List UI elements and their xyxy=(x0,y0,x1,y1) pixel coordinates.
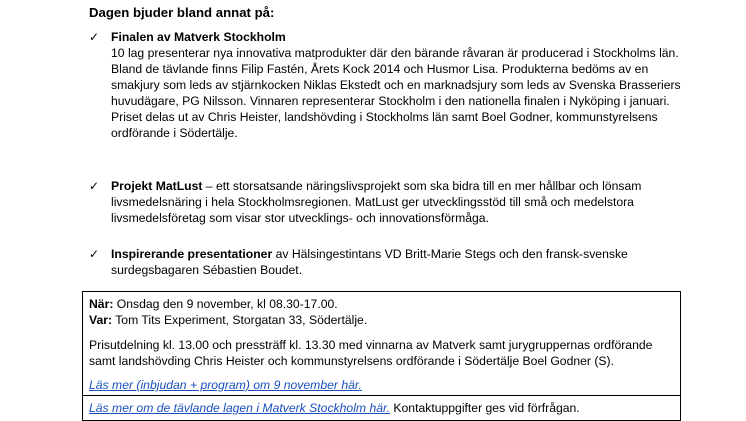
item-text: – ett storsatsande näringslivsprojekt som ska bidra till en mer hållbar och lönsam livsmedelsnäring i hela Stockholmsregionen. MatLust ger utvecklingsstöd till små och medelstora livsmedelsföretag som visar stor utvecklings- och innovationsförmåga. xyxy=(111,179,642,225)
list-item-matverk xyxy=(89,29,689,141)
when-label: När: xyxy=(89,297,114,311)
program-link[interactable]: Läs mer (inbjudan + program) om 9 november här. xyxy=(89,378,362,392)
list-item-matlust xyxy=(89,178,689,226)
list-item-presentationer xyxy=(89,246,689,278)
divider xyxy=(83,395,680,396)
prize-line: Prisutdelning kl. 13.00 och pressträff kl. 13.30 med vinnarna av Matverk samt jurygruppernas ordförande xyxy=(89,338,653,352)
item-title: Finalen av Matverk Stockholm xyxy=(111,30,286,44)
when-value: Onsdag den 9 november, kl 08.30-17.00. xyxy=(113,297,338,311)
section-heading: Dagen bjuder bland annat på: xyxy=(89,5,275,20)
checkmark-icon: ✓ xyxy=(89,247,100,261)
item-title: Projekt MatLust xyxy=(111,179,203,193)
prize-line: samt landshövding Chris Heister och kommunstyrelsens ordförande i Södertälje Boel Godner (S). xyxy=(89,354,614,368)
checkmark-icon: ✓ xyxy=(89,30,100,44)
teams-link[interactable]: Läs mer om de tävlande lagen i Matverk Stockholm här. xyxy=(89,401,390,415)
item-text: av Hälsingestintans VD Britt-Marie Stegs och den fransk-svenske surdegsbagaren Sébastien Boudet. xyxy=(111,247,628,277)
checkmark-icon: ✓ xyxy=(89,179,100,193)
event-info-box xyxy=(82,291,681,421)
item-paragraph: Priset delas ut av Chris Heister, landshövding i Stockholms län samt Boel Godner, kommunstyrelsens ordförande i Södertälje. xyxy=(111,110,658,140)
item-paragraph: 10 lag presenterar nya innovativa matprodukter där den bärande råvaran är producerad i Stockholms län. Bland de tävlande finns Filip Fastén, Årets Kock 2014 och Husmor Lisa. Produkterna bedöms av en smakjury som leds av stjärnkocken Niklas Ekstedt och en marknadsjury som leds av Svenska Brasseriers huvudägare, PG Nilsson. Vinnaren representerar Stockholm i den nationella finalen i Nyköping i januari. xyxy=(111,46,681,108)
item-title: Inspirerande presentationer xyxy=(111,247,273,261)
where-label: Var: xyxy=(89,313,113,327)
where-value: Tom Tits Experiment, Storgatan 33, Södertälje. xyxy=(112,313,368,327)
contact-text: Kontaktuppgifter ges vid förfrågan. xyxy=(390,401,580,415)
